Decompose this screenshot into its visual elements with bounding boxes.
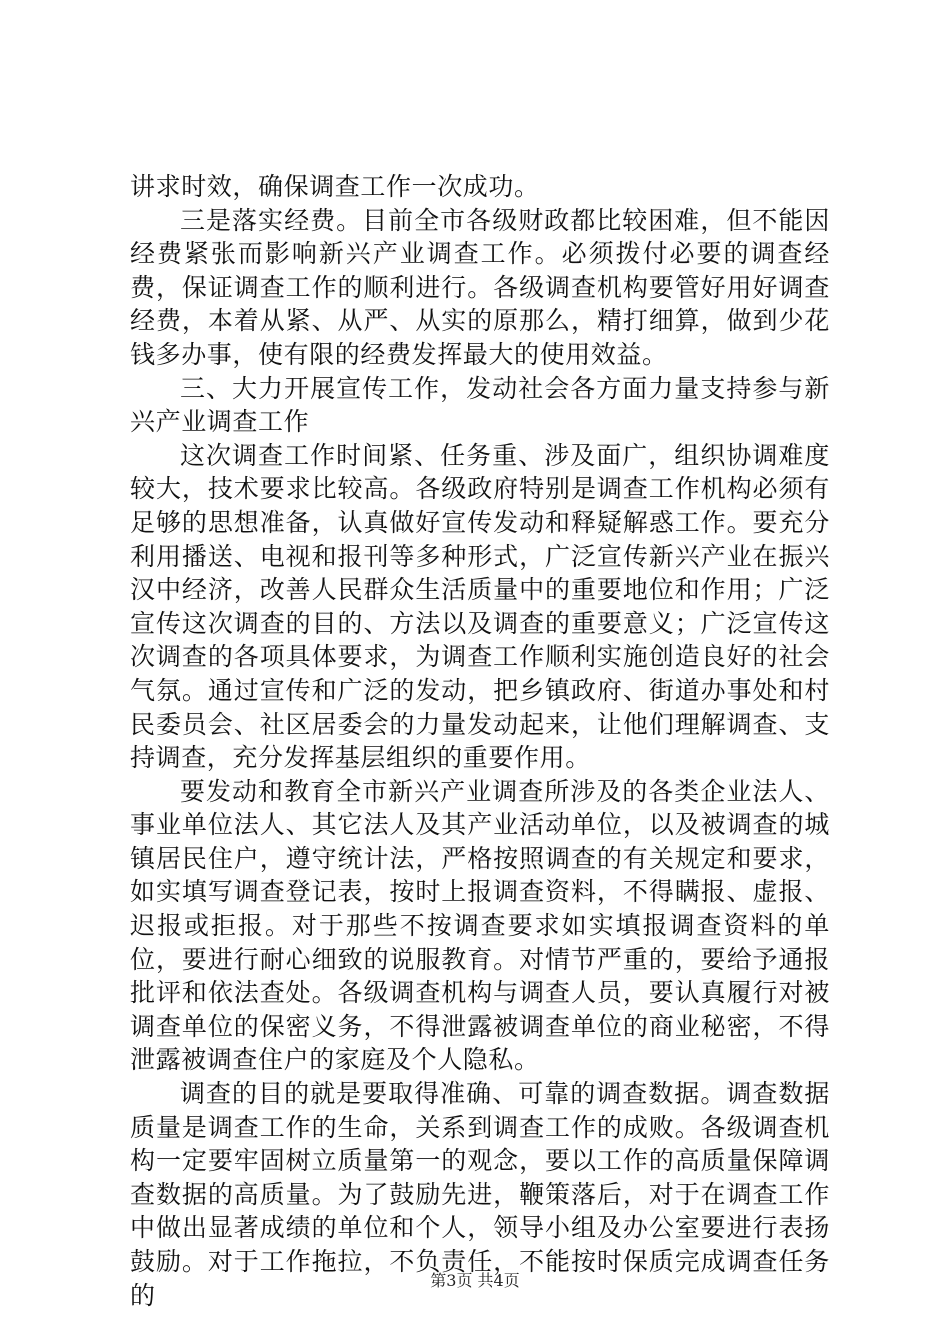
paragraph-1: 讲求时效，确保调查工作一次成功。 xyxy=(130,172,540,201)
paragraph-5: 调查的目的就是要取得准确、可靠的调查数据。调查数据质量是调查工作的生命，关系到调查工作的成败。各级调查机构一定要牢固树立质量第一的观念，要以工作的高质量保障调查数据的高质量。为了鼓励先进，鞭策落后，对于在调查工作中做出显著成绩的单位和个人，领导小组及办公室要进行表扬鼓励。对于工作拖拉，不负责任，不能按时保质完成调查任务的 xyxy=(130,1079,830,1310)
document-body xyxy=(130,170,830,1312)
paragraph-2: 三是落实经费。目前全市各级财政都比较困难，但不能因经费紧张而影响新兴产业调查工作。必须拨付必要的调查经费，保证调查工作的顺利进行。各级调查机构要管好用好调查经费，本着从紧、从严、从实的原那么，精打细算，做到少花钱多办事，使有限的经费发挥最大的使用效益。 xyxy=(130,205,830,369)
paragraph-4: 要发动和教育全市新兴产业调查所涉及的各类企业法人、事业单位法人、其它法人及其产业活动单位，以及被调查的城镇居民住户，遵守统计法，严格按照调查的有关规定和要求，如实填写调查登记表，按时上报调查资料，不得瞒报、虚报、迟报或拒报。对于那些不按调查要求如实填报调查资料的单位，要进行耐心细致的说服教育。对情节严重的，要给予通报批评和依法查处。各级调查机构与调查人员，要认真履行对被调查单位的保密义务，不得泄露被调查单位的商业秘密，不得泄露被调查住户的家庭及个人隐私。 xyxy=(130,776,830,1075)
page-number-footer: 第3页 共4页 xyxy=(430,1271,520,1290)
paragraph-3: 这次调查工作时间紧、任务重、涉及面广，组织协调难度较大，技术要求比较高。各级政府特别是调查工作机构必须有足够的思想准备，认真做好宣传发动和释疑解惑工作。要充分利用播送、电视和报刊等多种形式，广泛宣传新兴产业在振兴汉中经济，改善人民群众生活质量中的重要地位和作用；广泛宣传这次调查的目的、方法以及调查的重要意义；广泛宣传这次调查的各项具体要求，为调查工作顺利实施创造良好的社会气氛。通过宣传和广泛的发动，把乡镇政府、街道办事处和村民委员会、社区居委会的力量发动起来，让他们理解调查、支持调查，充分发挥基层组织的重要作用。 xyxy=(130,440,830,773)
section-heading: 三、大力开展宣传工作，发动社会各方面力量支持参与新兴产业调查工作 xyxy=(130,373,830,437)
